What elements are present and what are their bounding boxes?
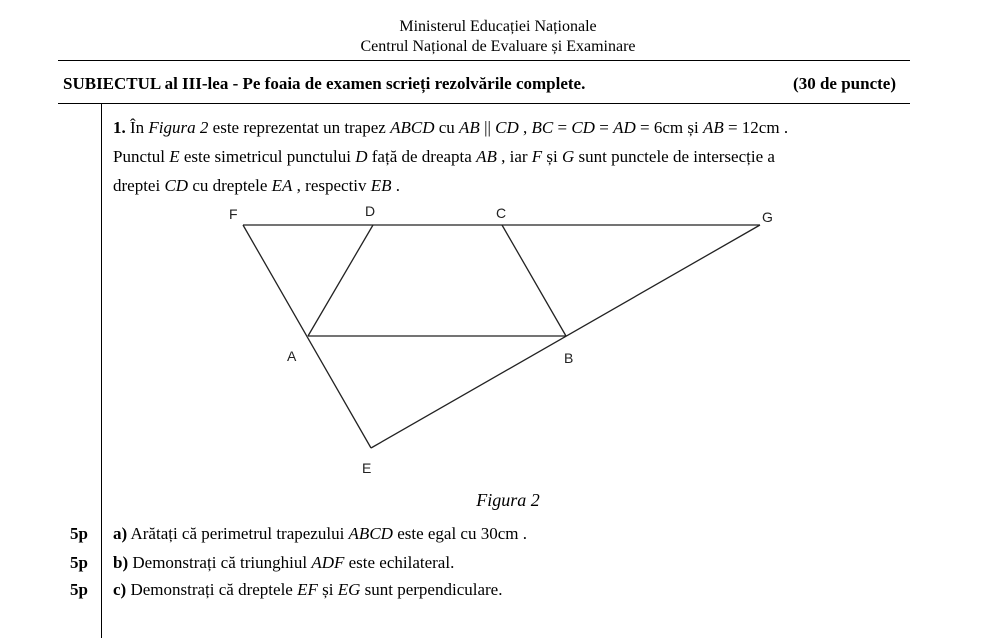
- text-run: BC: [531, 118, 554, 137]
- text-run: Demonstrați că triunghiul: [128, 553, 312, 572]
- text-run: CD: [495, 118, 519, 137]
- text-run: AB: [459, 118, 480, 137]
- text-run: , respectiv: [292, 176, 371, 195]
- text-run: și: [542, 147, 563, 166]
- question-c-text: [126, 580, 502, 599]
- text-run: sunt punctele de intersecție a: [574, 147, 775, 166]
- text-run: sunt perpendiculare.: [360, 580, 503, 599]
- question-b: [113, 553, 454, 573]
- text-run: este reprezentat un trapez: [208, 118, 391, 137]
- text-run: ADF: [311, 553, 345, 572]
- text-run: cu dreptele: [188, 176, 272, 195]
- center-header: Centrul Național de Evaluare și Examinare: [360, 38, 636, 55]
- text-run: cu: [434, 118, 460, 137]
- text-run: ABCD: [348, 524, 393, 543]
- text-run: AD: [613, 118, 636, 137]
- label-A: A: [287, 348, 297, 364]
- text-run: În: [130, 118, 149, 137]
- segment-AD: [308, 225, 373, 336]
- question-a: [113, 524, 527, 544]
- question-c-letter: c): [113, 580, 127, 599]
- text-run: .: [391, 176, 401, 195]
- text-run: ABCD: [390, 118, 435, 137]
- text-run: EB: [370, 176, 392, 195]
- text-run: dreptei: [113, 176, 165, 195]
- subject-title: SUBIECTUL al III-lea - Pe foaia de examen scrieți rezolvările complete.: [63, 74, 586, 93]
- text-run: EG: [337, 580, 361, 599]
- label-G: G: [762, 209, 773, 225]
- score-c: 5p: [70, 580, 88, 599]
- score-a: 5p: [70, 524, 88, 543]
- question-b-text: [128, 553, 454, 572]
- text-run: Figura 2: [148, 118, 209, 137]
- text-run: este egal cu 30cm .: [392, 524, 527, 543]
- text-run: E: [169, 147, 180, 166]
- text-run: față de dreapta: [367, 147, 477, 166]
- question-a-text: [127, 524, 527, 543]
- subject-points: (30 de puncte): [793, 74, 896, 93]
- text-run: EF: [297, 580, 318, 599]
- question-c: [113, 580, 502, 600]
- text-run: G: [562, 147, 575, 166]
- text-run: = 12cm .: [723, 118, 789, 137]
- text-run: ||: [479, 118, 496, 137]
- ministry-header: Ministerul Educației Naționale: [399, 18, 597, 35]
- text-run: =: [594, 118, 614, 137]
- label-B: B: [564, 350, 574, 366]
- text-run: CD: [164, 176, 189, 195]
- text-run: , iar: [496, 147, 532, 166]
- text-run: Demonstrați că dreptele: [126, 580, 298, 599]
- text-run: și: [317, 580, 338, 599]
- text-run: este echilateral.: [344, 553, 455, 572]
- figure-caption: Figura 2: [476, 490, 540, 510]
- question-b-letter: b): [113, 553, 129, 572]
- text-run: Arătați că perimetrul trapezului: [127, 524, 349, 543]
- problem-number: 1.: [113, 118, 126, 137]
- text-run: =: [553, 118, 572, 137]
- score-b: 5p: [70, 553, 88, 572]
- label-E: E: [362, 460, 372, 476]
- text-run: = 6cm și: [635, 118, 703, 137]
- segment-BC: [502, 225, 566, 336]
- text-run: EA: [271, 176, 293, 195]
- text-run: CD: [571, 118, 595, 137]
- text-run: ,: [518, 118, 532, 137]
- text-run: AB: [702, 118, 724, 137]
- label-F: F: [229, 206, 238, 222]
- label-C: C: [496, 205, 507, 221]
- text-run: F: [531, 147, 543, 166]
- text-run: este simetricul punctului: [179, 147, 356, 166]
- question-a-letter: a): [113, 524, 128, 543]
- text-run: AB: [476, 147, 497, 166]
- text-run: D: [355, 147, 368, 166]
- label-D: D: [365, 203, 376, 219]
- text-run: Punctul: [113, 147, 170, 166]
